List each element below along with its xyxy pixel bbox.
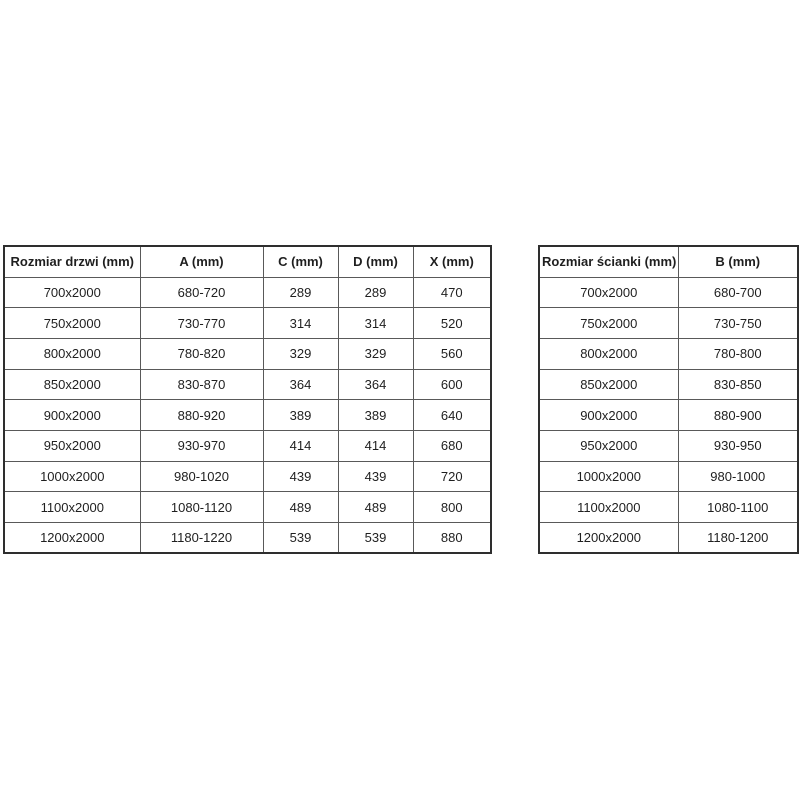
header-cell: X (mm) (413, 246, 491, 277)
table-row (4, 308, 491, 339)
header-cell: B (mm) (678, 246, 798, 277)
table-cell: 880-900 (678, 400, 798, 431)
header-row (4, 246, 491, 277)
table-cell: 414 (263, 430, 338, 461)
table-cell: 800x2000 (539, 338, 678, 369)
table-cell: 364 (338, 369, 413, 400)
table-row (539, 400, 798, 431)
table-cell: 830-850 (678, 369, 798, 400)
table-cell: 1200x2000 (539, 523, 678, 554)
table-cell: 364 (263, 369, 338, 400)
table-cell: 414 (338, 430, 413, 461)
door-size-table-header (4, 246, 491, 277)
table-cell: 720 (413, 461, 491, 492)
table-row (4, 523, 491, 554)
header-cell: C (mm) (263, 246, 338, 277)
table-cell: 950x2000 (539, 430, 678, 461)
header-cell: Rozmiar ścianki (mm) (539, 246, 678, 277)
table-row (4, 338, 491, 369)
table-cell: 640 (413, 400, 491, 431)
table-cell: 700x2000 (4, 277, 140, 308)
table-row (539, 277, 798, 308)
table-cell: 980-1020 (140, 461, 263, 492)
table-row (4, 277, 491, 308)
table-cell: 439 (263, 461, 338, 492)
table-row (539, 369, 798, 400)
table-cell: 850x2000 (4, 369, 140, 400)
table-cell: 980-1000 (678, 461, 798, 492)
table-cell: 1080-1120 (140, 492, 263, 523)
table-cell: 850x2000 (539, 369, 678, 400)
table-cell: 900x2000 (539, 400, 678, 431)
table-cell: 800x2000 (4, 338, 140, 369)
table-cell: 1180-1220 (140, 523, 263, 554)
table-cell: 1100x2000 (539, 492, 678, 523)
table-cell: 700x2000 (539, 277, 678, 308)
table-row (539, 430, 798, 461)
table-cell: 730-750 (678, 308, 798, 339)
table-cell: 750x2000 (539, 308, 678, 339)
wall-size-table-header (539, 246, 798, 277)
table-cell: 470 (413, 277, 491, 308)
table-cell: 389 (263, 400, 338, 431)
header-cell: D (mm) (338, 246, 413, 277)
table-row (539, 461, 798, 492)
table-row (4, 430, 491, 461)
table-cell: 329 (338, 338, 413, 369)
table-cell: 560 (413, 338, 491, 369)
table-cell: 680 (413, 430, 491, 461)
table-cell: 680-700 (678, 277, 798, 308)
header-cell: A (mm) (140, 246, 263, 277)
table-row (539, 523, 798, 554)
table-cell: 900x2000 (4, 400, 140, 431)
door-size-table (3, 245, 492, 554)
table-cell: 930-970 (140, 430, 263, 461)
table-cell: 1180-1200 (678, 523, 798, 554)
table-row (4, 492, 491, 523)
table-cell: 314 (263, 308, 338, 339)
table-row (4, 461, 491, 492)
table-cell: 1080-1100 (678, 492, 798, 523)
table-cell: 539 (338, 523, 413, 554)
table-cell: 880 (413, 523, 491, 554)
table-cell: 880-920 (140, 400, 263, 431)
table-cell: 439 (338, 461, 413, 492)
table-row (4, 369, 491, 400)
table-cell: 314 (338, 308, 413, 339)
door-size-table-body (4, 277, 491, 553)
table-row (4, 400, 491, 431)
table-cell: 950x2000 (4, 430, 140, 461)
table-cell: 329 (263, 338, 338, 369)
wall-size-table-body (539, 277, 798, 553)
table-row (539, 338, 798, 369)
table-cell: 389 (338, 400, 413, 431)
table-cell: 289 (263, 277, 338, 308)
table-cell: 489 (338, 492, 413, 523)
table-cell: 539 (263, 523, 338, 554)
table-cell: 930-950 (678, 430, 798, 461)
table-cell: 289 (338, 277, 413, 308)
table-cell: 780-820 (140, 338, 263, 369)
table-row (539, 492, 798, 523)
header-row (539, 246, 798, 277)
table-cell: 730-770 (140, 308, 263, 339)
table-cell: 780-800 (678, 338, 798, 369)
table-cell: 520 (413, 308, 491, 339)
table-cell: 600 (413, 369, 491, 400)
table-cell: 1200x2000 (4, 523, 140, 554)
table-cell: 800 (413, 492, 491, 523)
table-cell: 1100x2000 (4, 492, 140, 523)
table-cell: 680-720 (140, 277, 263, 308)
table-cell: 750x2000 (4, 308, 140, 339)
table-cell: 489 (263, 492, 338, 523)
wall-size-table (538, 245, 799, 554)
header-cell: Rozmiar drzwi (mm) (4, 246, 140, 277)
table-cell: 1000x2000 (539, 461, 678, 492)
table-cell: 830-870 (140, 369, 263, 400)
table-row (539, 308, 798, 339)
table-cell: 1000x2000 (4, 461, 140, 492)
